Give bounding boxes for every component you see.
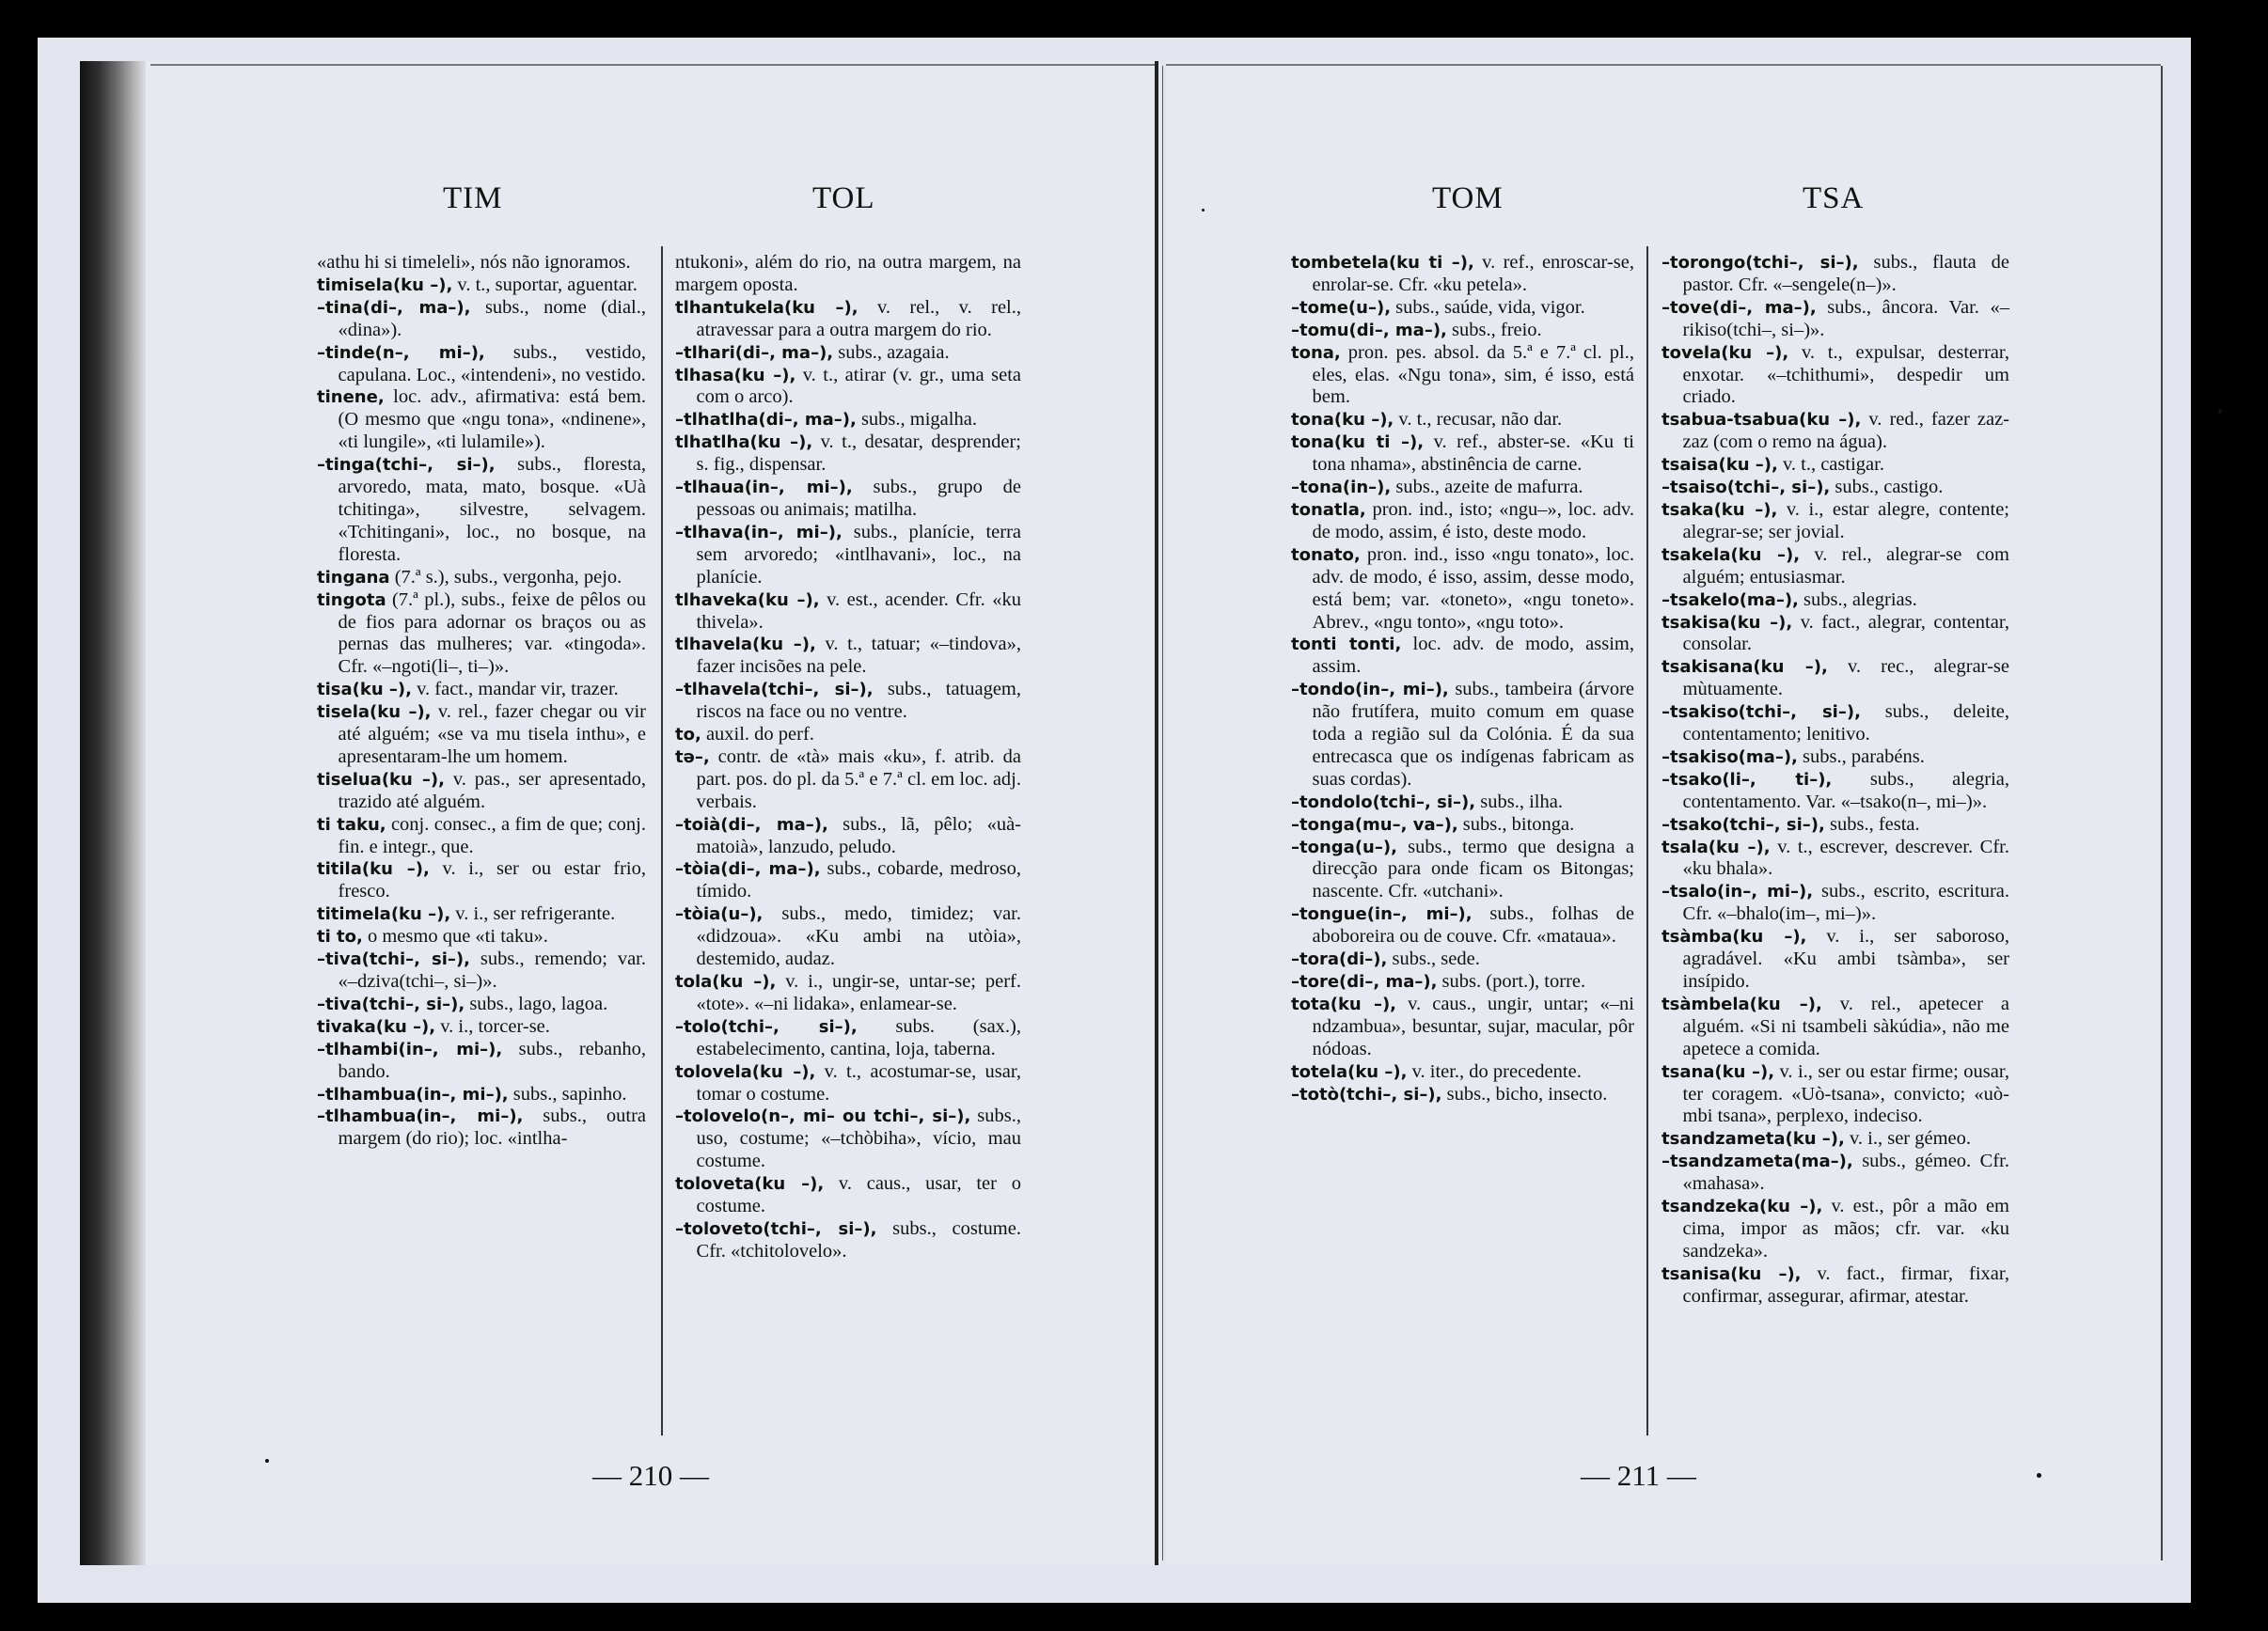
entry-definition: subs., escrito, escritura. Cfr. «–bhalo(im–, mi–)». bbox=[1682, 881, 2009, 925]
entry-headword: tsabua-tsabua(ku –), bbox=[1662, 410, 1862, 431]
dictionary-entry bbox=[675, 522, 1021, 589]
entry-definition: v. est., pôr a mão em cima, impor as mãos; cfr. var. «ku sandzeka». bbox=[1682, 1196, 2009, 1262]
dictionary-entry bbox=[675, 252, 1021, 297]
dictionary-entry bbox=[317, 1016, 646, 1039]
dictionary-entry bbox=[1291, 903, 1634, 949]
entry-headword: –totò(tchi–, si–), bbox=[1291, 1084, 1442, 1105]
entry-definition: ntukoni», além do rio, na outra margem, na margem oposta. bbox=[675, 252, 1021, 295]
dictionary-entry bbox=[317, 903, 646, 926]
dictionary-entry bbox=[675, 365, 1021, 410]
center-gutter bbox=[1155, 61, 1158, 1565]
dictionary-entry bbox=[317, 701, 646, 769]
entry-definition: (7.ª pl.), subs., feixe de pêlos ou de fios para adornar os braços ou as pernas das mulheres; var. «tingoda». Cfr. «–ngoti(li–, ti–)». bbox=[338, 588, 646, 678]
entry-definition: v. t., castigar. bbox=[1777, 454, 1884, 476]
entry-definition: v. ref., enroscar-se, enrolar-se. Cfr. «ku petela». bbox=[1312, 252, 1634, 295]
entry-headword: tingana bbox=[317, 567, 390, 588]
dictionary-entry bbox=[317, 769, 646, 814]
entry-definition: subs., outra margem (do rio); loc. «intlha- bbox=[338, 1106, 646, 1150]
entry-definition: «athu hi si timeleli», nós não ignoramos. bbox=[317, 252, 631, 273]
entry-headword: tsàmbela(ku –), bbox=[1662, 994, 1822, 1014]
entry-headword: tona(ku –), bbox=[1291, 410, 1394, 431]
entry-headword: tonatla, bbox=[1291, 499, 1366, 520]
entry-definition: pron. ind., isto; «ngu–», loc. adv. de modo, assim, é isto, deste modo. bbox=[1312, 498, 1634, 542]
entry-headword: –tsakiso(ma–), bbox=[1662, 746, 1798, 767]
dictionary-entry bbox=[675, 634, 1021, 679]
entry-definition: v. i., ser ou estar firme; ousar, ter coragem. «Uò-tsana», convicto; «uò-mbi tsana», perplexo, indeciso. bbox=[1682, 1060, 2009, 1127]
entry-headword: –tlhavela(tchi–, si–), bbox=[675, 680, 874, 700]
entry-headword: –tongue(in–, mi–), bbox=[1291, 904, 1473, 925]
dictionary-entry bbox=[1291, 409, 1634, 431]
entry-definition: subs. (port.), torre. bbox=[1437, 971, 1586, 992]
entry-definition: v. t., expulsar, desterrar, enxotar. «–tchithumi», despedir um criado. bbox=[1682, 341, 2010, 408]
entry-definition: subs., medo, timidez; var. «didzoua». «Ku ambi na utòia», destemido, audaz. bbox=[696, 903, 1021, 970]
left-header-2: TOL bbox=[812, 181, 875, 215]
dictionary-entry bbox=[1291, 499, 1634, 544]
right-page-column-2 bbox=[1662, 252, 2009, 1309]
dictionary-entry bbox=[1662, 1263, 2009, 1309]
dictionary-entry bbox=[675, 724, 1021, 746]
entry-headword: tisela(ku –), bbox=[317, 702, 432, 723]
entry-definition: v. rec., alegrar-se mùtuamente. bbox=[1682, 656, 2009, 700]
entry-definition: v. t., atirar (v. gr., uma seta com o arco). bbox=[696, 364, 1021, 408]
entry-definition: subs., floresta, arvoredo, mata, mato, bosque. «Uà tchitinga», silvestre, selvagem. «Tchitingani», loc., no bosque, na floresta. bbox=[338, 454, 646, 565]
dictionary-entry bbox=[1291, 477, 1634, 499]
dictionary-entry bbox=[317, 342, 646, 387]
entry-definition: (7.ª s.), subs., vergonha, pejo. bbox=[389, 566, 622, 588]
entry-definition: v. t., suportar, aguentar. bbox=[452, 274, 638, 295]
entry-headword: tonti tonti, bbox=[1291, 635, 1402, 655]
entry-headword: –tiva(tchi–, si–), bbox=[317, 994, 465, 1014]
dictionary-entry bbox=[1662, 746, 2009, 769]
dictionary-entry bbox=[1662, 297, 2009, 342]
entry-headword: tsàmba(ku –), bbox=[1662, 927, 1807, 948]
entry-headword: –tomu(di–, ma–), bbox=[1291, 320, 1447, 340]
entry-headword: –tòia(u–), bbox=[675, 904, 764, 925]
entry-headword: totela(ku –), bbox=[1291, 1061, 1408, 1082]
entry-definition: subs., rebanho, bando. bbox=[338, 1038, 646, 1082]
dictionary-entry bbox=[1662, 1061, 2009, 1129]
dictionary-entry bbox=[675, 1106, 1021, 1173]
entry-definition: v. pas., ser apresentado, trazido até alguém. bbox=[338, 768, 647, 812]
dictionary-entry bbox=[1662, 612, 2009, 657]
entry-definition: v. i., torcer-se. bbox=[435, 1015, 550, 1037]
entry-definition: subs., âncora. Var. «–rikiso(tchi–, si–)». bbox=[1682, 296, 2009, 340]
dictionary-entry bbox=[675, 342, 1021, 365]
entry-headword: tolovela(ku –), bbox=[675, 1061, 816, 1082]
entry-headword: –tsakelo(ma–), bbox=[1662, 589, 1799, 610]
entry-headword: –toià(di–, ma–), bbox=[675, 814, 828, 835]
entry-definition: subs., ilha. bbox=[1475, 791, 1563, 812]
entry-definition: subs., parabéns. bbox=[1797, 745, 1925, 767]
scan-speck bbox=[2037, 1473, 2041, 1478]
dictionary-entry bbox=[1662, 454, 2009, 477]
entry-definition: v. fact., firmar, fixar, confirmar, assegurar, afirmar, atestar. bbox=[1682, 1262, 2009, 1307]
entry-definition: v. est., acender. Cfr. «ku thivela». bbox=[696, 588, 1022, 633]
entry-headword: toloveta(ku –), bbox=[675, 1174, 825, 1195]
entry-definition: subs., vestido, capulana. Loc., «intendeni», no vestido. bbox=[338, 341, 646, 385]
entry-headword: tsakela(ku –), bbox=[1662, 544, 1801, 565]
entry-definition: subs., saúde, vida, vigor. bbox=[1391, 296, 1585, 318]
entry-headword: tinene, bbox=[317, 387, 385, 408]
entry-headword: tlhasa(ku –), bbox=[675, 365, 796, 385]
entry-definition: v. rel., apetecer a alguém. «Si ni tsambeli sàkúdia», não me apetece a comida. bbox=[1682, 993, 2009, 1059]
dictionary-entry bbox=[675, 1173, 1021, 1218]
center-gutter-edge bbox=[1162, 66, 1163, 1560]
entry-definition: v. fact., mandar vir, trazer. bbox=[411, 679, 619, 700]
entry-headword: tsala(ku –), bbox=[1662, 837, 1771, 857]
entry-definition: subs., azeite de mafurra. bbox=[1391, 477, 1583, 498]
entry-headword: –tove(di–, ma–), bbox=[1662, 297, 1817, 318]
dictionary-entry bbox=[1291, 949, 1634, 971]
entry-definition: subs., folhas de aboboreira ou de couve. Cfr. «mataua». bbox=[1312, 903, 1635, 948]
entry-headword: tsaka(ku –), bbox=[1662, 499, 1778, 520]
entry-definition: subs., flauta de pastor. Cfr. «–sengele(n–)». bbox=[1682, 252, 2009, 295]
entry-headword: tiselua(ku –), bbox=[317, 769, 445, 790]
dictionary-entry bbox=[317, 386, 646, 454]
right-page-number: — 211 — bbox=[1581, 1459, 1696, 1492]
dictionary-entry bbox=[1662, 499, 2009, 544]
entry-definition: subs., costume. Cfr. «tchitolovelo». bbox=[696, 1217, 1021, 1262]
entry-headword: tə–, bbox=[675, 746, 710, 767]
dictionary-entry bbox=[675, 746, 1021, 814]
entry-definition: v. iter., do precedente. bbox=[1407, 1060, 1582, 1082]
entry-headword: –tinga(tchi–, si–), bbox=[317, 455, 496, 476]
entry-definition: v. fact., alegrar, contentar, consolar. bbox=[1682, 611, 2009, 655]
entry-headword: tsandzeka(ku –), bbox=[1662, 1197, 1823, 1217]
right-page-edge bbox=[2161, 66, 2163, 1560]
entry-definition: subs., nome (dial., «dina»). bbox=[338, 296, 646, 340]
entry-headword: tsanisa(ku –), bbox=[1662, 1263, 1802, 1284]
entry-definition: v. i., ungir-se, untar-se; perf. «tote». «–ni lidaka», enlamear-se. bbox=[696, 971, 1021, 1014]
entry-headword: –tinde(n–, mi–), bbox=[317, 342, 485, 363]
dictionary-entry bbox=[1662, 1128, 2009, 1151]
entry-definition: v. i., ser gémeo. bbox=[1844, 1128, 1972, 1150]
entry-headword: –tiva(tchi–, si–), bbox=[317, 949, 470, 970]
entry-definition: v. red., fazer zaz-zaz (com o remo na água). bbox=[1682, 409, 2009, 453]
dictionary-entry bbox=[1291, 320, 1634, 342]
entry-headword: tivaka(ku –), bbox=[317, 1016, 436, 1037]
right-page-column-1 bbox=[1291, 252, 1634, 1106]
dictionary-entry bbox=[1291, 679, 1634, 792]
entry-definition: subs., azagaia. bbox=[833, 341, 950, 363]
entry-headword: –tòia(di–, ma–), bbox=[675, 859, 821, 880]
right-column-rule bbox=[1646, 246, 1648, 1435]
entry-headword: tovela(ku –), bbox=[1662, 342, 1789, 363]
dictionary-entry bbox=[317, 1106, 646, 1151]
dictionary-entry bbox=[1291, 814, 1634, 837]
entry-headword: –tondolo(tchi–, si–), bbox=[1291, 792, 1476, 812]
entry-headword: timisela(ku –), bbox=[317, 274, 453, 295]
entry-headword: –tlhambi(in–, mi–), bbox=[317, 1039, 503, 1059]
entry-definition: v. caus., ungir, untar; «–ni ndzambua», besuntar, sujar, macular, pôr nódoas. bbox=[1312, 993, 1634, 1059]
dictionary-entry bbox=[675, 431, 1021, 477]
entry-headword: –tome(u–), bbox=[1291, 297, 1392, 318]
dictionary-entry bbox=[1662, 409, 2009, 454]
dictionary-entry bbox=[317, 949, 646, 994]
dictionary-entry bbox=[1662, 814, 2009, 837]
entry-headword: tlhantukela(ku –), bbox=[675, 297, 858, 318]
entry-headword: –tora(di–), bbox=[1291, 949, 1388, 970]
dictionary-entry bbox=[675, 1016, 1021, 1061]
dictionary-entry bbox=[1662, 477, 2009, 499]
entry-headword: tlhatlha(ku –), bbox=[675, 432, 813, 453]
entry-headword: tola(ku –), bbox=[675, 972, 777, 992]
entry-definition: v. i., ser refrigerante. bbox=[450, 903, 616, 925]
entry-headword: –tondo(in–, mi–), bbox=[1291, 680, 1449, 700]
entry-headword: tona, bbox=[1291, 342, 1341, 363]
dictionary-entry bbox=[1291, 634, 1634, 679]
dictionary-entry bbox=[1662, 701, 2009, 746]
entry-definition: loc. adv., afirmativa: está bem. (O mesmo que «ngu tona», «ndinene», «ti lungile», «ti lulamile»). bbox=[338, 386, 646, 453]
right-top-edge bbox=[1166, 64, 2161, 66]
left-column-rule bbox=[661, 246, 663, 1435]
entry-definition: v. rel., fazer chegar ou vir até alguém; «se va mu tisela inthu», e apresentaram-lhe um homem. bbox=[338, 701, 647, 767]
dictionary-entry bbox=[317, 1039, 646, 1084]
entry-definition: subs., sapinho. bbox=[508, 1083, 627, 1105]
dictionary-entry bbox=[675, 409, 1021, 431]
entry-headword: titila(ku –), bbox=[317, 859, 430, 880]
dictionary-entry bbox=[1662, 342, 2009, 410]
entry-definition: o mesmo que «ti taku». bbox=[362, 926, 548, 948]
dictionary-entry bbox=[1291, 971, 1634, 994]
entry-definition: v. t., acostumar-se, usar, tomar o costume. bbox=[696, 1060, 1021, 1105]
dictionary-entry bbox=[317, 589, 646, 680]
entry-headword: –tsako(tchi–, si–), bbox=[1662, 814, 1825, 835]
entry-definition: subs., freio. bbox=[1446, 319, 1542, 340]
entry-definition: subs. (sax.), estabelecimento, cantina, loja, taberna. bbox=[696, 1015, 1022, 1059]
entry-definition: subs., alegria, contentamento. Var. «–tsako(n–, mi–)». bbox=[1682, 768, 2009, 812]
dictionary-entry bbox=[1291, 994, 1634, 1061]
dictionary-entry bbox=[317, 454, 646, 567]
entry-definition: v. i., estar alegre, contente; alegrar-se; ser jovial. bbox=[1682, 498, 2010, 542]
entry-headword: –toloveto(tchi–, si–), bbox=[675, 1218, 877, 1239]
entry-definition: subs., cobarde, medroso, tímido. bbox=[696, 858, 1021, 902]
dictionary-entry bbox=[1291, 431, 1634, 477]
entry-definition: contr. de «tà» mais «ku», f. atrib. da part. pos. do pl. da 5.ª e 7.ª cl. em loc. adj. verbais. bbox=[696, 745, 1021, 812]
entry-definition: subs., migalha. bbox=[856, 409, 977, 431]
entry-definition: subs., uso, costume; «–tchòbiha», vício, mau costume. bbox=[696, 1106, 1021, 1172]
dictionary-entry bbox=[1291, 1061, 1634, 1084]
entry-headword: tota(ku –), bbox=[1291, 994, 1397, 1014]
entry-headword: tsana(ku –), bbox=[1662, 1061, 1775, 1082]
dictionary-entry bbox=[1291, 792, 1634, 814]
entry-headword: tsakisana(ku –), bbox=[1662, 657, 1828, 678]
dictionary-entry bbox=[1662, 1151, 2009, 1196]
dictionary-entry bbox=[1662, 1196, 2009, 1263]
entry-headword: –tlhambua(in–, mi–), bbox=[317, 1106, 524, 1127]
entry-headword: ti taku, bbox=[317, 814, 386, 835]
entry-headword: –tonga(u–), bbox=[1291, 837, 1397, 857]
entry-headword: –tlhambua(in–, mi–), bbox=[317, 1084, 509, 1105]
entry-headword: –tolo(tchi–, si–), bbox=[675, 1016, 858, 1037]
entry-definition: pron. pes. absol. da 5.ª e 7.ª cl. pl., eles, elas. «Ngu tona», sim, é isso, está bem. bbox=[1312, 341, 1634, 408]
entry-definition: subs., lago, lagoa. bbox=[465, 993, 608, 1014]
dictionary-entry bbox=[1662, 881, 2009, 926]
entry-headword: ti to, bbox=[317, 927, 363, 948]
dictionary-entry bbox=[317, 1084, 646, 1106]
entry-definition: v. rel., alegrar-se com alguém; entusiasmar. bbox=[1682, 543, 2009, 588]
entry-headword: –tlhava(in–, mi–), bbox=[675, 522, 843, 542]
entry-headword: tisa(ku –), bbox=[317, 680, 412, 700]
left-page-column-1 bbox=[317, 252, 646, 1151]
entry-definition: subs., alegrias. bbox=[1798, 588, 1917, 610]
entry-definition: subs., festa. bbox=[1824, 813, 1920, 835]
dictionary-entry bbox=[1291, 342, 1634, 410]
dictionary-entry bbox=[675, 814, 1021, 859]
dictionary-entry bbox=[317, 814, 646, 859]
dictionary-entry bbox=[1291, 1084, 1634, 1106]
dictionary-entry bbox=[675, 1218, 1021, 1263]
scan-speck bbox=[1202, 209, 1205, 212]
dictionary-entry bbox=[1662, 589, 2009, 612]
dictionary-entry bbox=[317, 858, 646, 903]
dictionary-entry bbox=[1291, 544, 1634, 635]
dictionary-entry bbox=[317, 679, 646, 701]
entry-definition: subs., castigo. bbox=[1830, 477, 1944, 498]
dictionary-entry bbox=[317, 994, 646, 1016]
dictionary-entry bbox=[675, 1061, 1021, 1106]
entry-definition: subs., grupo de pessoas ou animais; matilha. bbox=[696, 477, 1021, 520]
entry-definition: subs., sede. bbox=[1387, 949, 1480, 970]
dictionary-entry bbox=[675, 477, 1021, 522]
dictionary-entry bbox=[675, 297, 1021, 342]
dictionary-entry bbox=[675, 971, 1021, 1016]
entry-definition: subs., tatuagem, riscos na face ou no ventre. bbox=[696, 679, 1022, 723]
entry-headword: –tlhaua(in–, mi–), bbox=[675, 478, 853, 498]
entry-definition: subs., lã, pêlo; «uà-matoià», lanzudo, peludo. bbox=[696, 813, 1022, 857]
entry-headword: –tlhari(di–, ma–), bbox=[675, 342, 834, 363]
entry-headword: tlhavela(ku –), bbox=[675, 635, 816, 655]
entry-definition: auxil. do perf. bbox=[701, 724, 814, 745]
entry-headword: –tsalo(in–, mi–), bbox=[1662, 882, 1814, 902]
dictionary-entry bbox=[1662, 926, 2009, 994]
entry-definition: v. t., escrever, descrever. Cfr. «ku bhala». bbox=[1682, 836, 2010, 880]
entry-definition: subs., bicho, insecto. bbox=[1441, 1083, 1608, 1105]
dictionary-entry bbox=[1291, 837, 1634, 904]
entry-headword: tonato, bbox=[1291, 544, 1361, 565]
right-header-1: TOM bbox=[1432, 181, 1504, 215]
entry-definition: v. ref., abster-se. «Ku ti tona nhama», abstinência de carne. bbox=[1312, 431, 1634, 476]
entry-headword: tombetela(ku ti –), bbox=[1291, 253, 1474, 273]
entry-headword: tlhaveka(ku –), bbox=[675, 589, 820, 610]
entry-headword: –tina(di–, ma–), bbox=[317, 297, 471, 318]
dictionary-entry bbox=[1662, 656, 2009, 701]
dictionary-entry bbox=[675, 903, 1021, 971]
scan-speck bbox=[265, 1459, 269, 1463]
dictionary-entry bbox=[675, 679, 1021, 724]
dictionary-entry bbox=[317, 567, 646, 589]
entry-definition: v. t., tatuar; «–tindova», fazer incisões na pele. bbox=[696, 634, 1021, 678]
left-page-column-2 bbox=[675, 252, 1021, 1263]
entry-definition: v. t., recusar, não dar. bbox=[1394, 409, 1563, 431]
entry-definition: subs., remendo; var. «–dziva(tchi–, si–)». bbox=[338, 949, 646, 992]
entry-definition: v. i., ser ou estar frio, fresco. bbox=[338, 858, 646, 902]
entry-headword: –tolovelo(n–, mi– ou tchi–, si–), bbox=[675, 1106, 971, 1127]
dictionary-entry bbox=[1662, 994, 2009, 1061]
entry-definition: v. caus., usar, ter o costume. bbox=[696, 1173, 1021, 1217]
entry-headword: tsakisa(ku –), bbox=[1662, 612, 1793, 633]
entry-headword: –tlhatlha(di–, ma–), bbox=[675, 410, 857, 431]
entry-definition: v. rel., v. rel., atravessar para a outra margem do rio. bbox=[696, 296, 1021, 340]
entry-definition: conj. consec., a fim de que; conj. fin. e integr., que. bbox=[338, 813, 646, 857]
entry-definition: loc. adv. de modo, assim, assim. bbox=[1312, 634, 1634, 678]
right-header-2: TSA bbox=[1803, 181, 1865, 215]
entry-definition: subs., planície, terra sem arvoredo; «intlhavani», loc., na planície. bbox=[696, 521, 1021, 588]
entry-headword: titimela(ku –), bbox=[317, 904, 451, 925]
dictionary-entry bbox=[1291, 252, 1634, 297]
entry-definition: subs., termo que designa a direcção para onde ficam os Bitongas; nascente. Cfr. «utchani». bbox=[1312, 836, 1634, 902]
dictionary-entry bbox=[1662, 252, 2009, 297]
entry-headword: –tona(in–), bbox=[1291, 478, 1392, 498]
entry-headword: to, bbox=[675, 725, 701, 745]
entry-headword: –tsandzameta(ma–), bbox=[1662, 1152, 1853, 1172]
dictionary-entry bbox=[317, 252, 646, 274]
entry-definition: subs., bitonga. bbox=[1457, 813, 1575, 835]
entry-headword: –tsako(li–, ti–), bbox=[1662, 769, 1833, 790]
entry-headword: –tsakiso(tchi–, si–), bbox=[1662, 702, 1861, 723]
left-page-number: — 210 — bbox=[592, 1459, 709, 1492]
dictionary-entry bbox=[317, 297, 646, 342]
entry-definition: v. i., ser saboroso, agradável. «Ku ambi tsàmba», ser insípido. bbox=[1682, 926, 2009, 992]
scan-speck bbox=[2218, 409, 2222, 414]
entry-headword: tona(ku ti –), bbox=[1291, 432, 1425, 453]
dictionary-entry bbox=[1662, 837, 2009, 882]
entry-definition: subs., gémeo. Cfr. «mahasa». bbox=[1682, 1151, 2009, 1195]
entry-definition: pron. ind., isso «ngu tonato», loc. adv. de modo, é isso, assim, desse modo, está bem; var. «toneto», «ngu toneto». Abrev., «ngu tonto», «ngu toto». bbox=[1312, 543, 1634, 633]
book-spine-shadow bbox=[80, 61, 146, 1565]
dictionary-entry bbox=[1662, 544, 2009, 589]
dictionary-entry bbox=[1291, 297, 1634, 320]
dictionary-entry bbox=[317, 926, 646, 949]
entry-headword: tsandzameta(ku –), bbox=[1662, 1129, 1845, 1150]
entry-headword: –torongo(tchi–, si–), bbox=[1662, 253, 1859, 273]
dictionary-entry bbox=[317, 274, 646, 297]
entry-definition: v. t., desatar, desprender; s. fig., dispensar. bbox=[696, 431, 1021, 476]
entry-definition: subs., deleite, contentamento; lenitivo. bbox=[1682, 701, 2009, 745]
dictionary-entry bbox=[675, 589, 1021, 635]
dictionary-entry bbox=[675, 858, 1021, 903]
entry-headword: tsaisa(ku –), bbox=[1662, 455, 1778, 476]
entry-headword: tingota bbox=[317, 589, 386, 610]
left-header-1: TIM bbox=[443, 181, 503, 215]
entry-headword: –tonga(mu–, va–), bbox=[1291, 814, 1458, 835]
left-top-edge bbox=[150, 64, 1155, 66]
entry-definition: subs., tambeira (árvore não frutífera, muito comum em quase toda a região sul da Colónia. É da sua entrecasca que os indígenas fabricam as suas cordas). bbox=[1312, 679, 1634, 790]
dictionary-entry bbox=[1662, 769, 2009, 814]
entry-headword: –tore(di–, ma–), bbox=[1291, 972, 1438, 992]
entry-headword: –tsaiso(tchi–, si–), bbox=[1662, 478, 1831, 498]
